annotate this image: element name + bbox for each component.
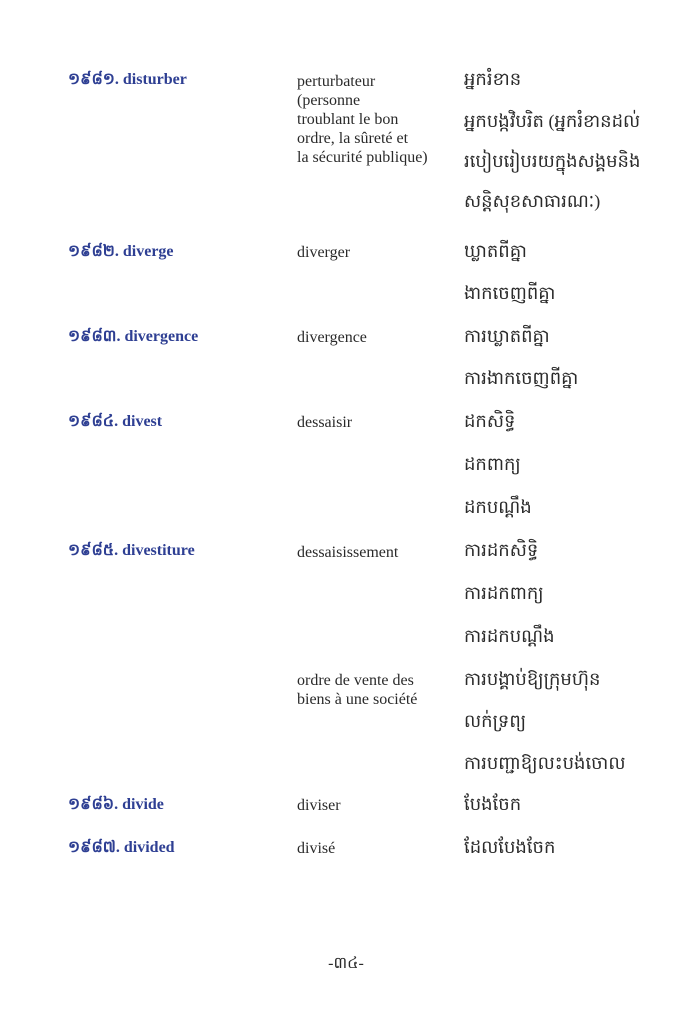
khmer-line: សន្តិសុខសាធារណៈ) [464,191,601,211]
entry-headword [68,70,187,90]
entry-number: ១៩៨២. [68,243,119,260]
french-line: troublant le bon [297,111,399,128]
khmer-line: លក់ទ្រព្យ [464,711,527,731]
french-translation [297,243,457,262]
khmer-line: ការដកបណ្ដឹង [464,626,555,646]
entry-term: divide [122,796,164,813]
entry-number: ១៩៨៣. [68,328,121,345]
khmer-translation [464,792,684,816]
french-translation [297,413,457,432]
french-line: dessaisir [297,414,353,431]
french-line: diviser [297,797,341,814]
entry-headword [68,838,175,858]
khmer-line: ការឃ្លាតពីគ្នា [464,326,550,346]
entry-term: disturber [122,71,187,88]
entry-number: ១៩៨៧. [68,839,120,856]
french-translation [297,796,457,815]
french-line: ordre, la sûreté et [297,130,409,147]
french-line: biens à une société [297,691,418,708]
french-line: ordre de vente des [297,672,414,689]
khmer-translation [464,538,684,648]
entry-number: ១៩៨៦. [68,796,119,813]
khmer-line: អ្នករំខាន [464,69,522,89]
khmer-line: ឃ្លាតពីគ្នា [464,241,527,261]
french-line: (personne [297,92,361,109]
french-translation [297,72,457,167]
french-line: dessaisissement [297,544,399,561]
khmer-translation [464,324,684,390]
entry-term: divergence [124,328,199,345]
khmer-line: ដែលបែងចែក [464,837,556,857]
entry-headword [68,327,198,347]
khmer-translation-alt [464,667,684,775]
page-number: -៣៤- [328,955,364,972]
khmer-line: អ្នកបង្កវិបរិត (អ្នករំខានដល់ [464,111,641,131]
french-line: la sécurité publique) [297,149,428,166]
entry-term: diverge [122,243,174,260]
french-line: perturbateur [297,73,376,90]
entry-number: ១៩៨៥. [68,542,119,559]
entry-term: divest [122,413,163,430]
khmer-line: ងាកចេញពីគ្នា [464,283,556,303]
khmer-translation [464,239,684,305]
khmer-line: ការបញ្ជាឱ្យលះបង់ចោល [464,753,626,773]
entry-term: divided [123,839,175,856]
french-translation [297,543,457,562]
french-translation-alt [297,671,457,709]
khmer-line: បែងចែក [464,794,522,814]
khmer-translation [464,409,684,519]
french-line: divergence [297,329,367,346]
khmer-line: ការបង្គាប់ឱ្យក្រុមហ៊ុន [464,669,601,689]
entry-number: ១៩៨៤. [68,413,119,430]
khmer-line: ដកបណ្ដឹង [464,497,532,517]
french-line: divisé [297,840,336,857]
french-line: diverger [297,244,351,261]
entry-headword [68,795,164,815]
khmer-translation [464,67,684,213]
khmer-translation [464,835,684,859]
entry-headword [68,242,174,262]
french-translation [297,328,457,347]
khmer-line: ដកសិទ្ធិ [464,411,516,431]
entry-headword [68,541,195,561]
entry-number: ១៩៨១. [68,71,119,88]
khmer-line: ដកពាក្យ [464,454,521,474]
khmer-line: ការដកពាក្យ [464,583,544,603]
khmer-line: ការដកសិទ្ធិ [464,540,539,560]
entry-headword [68,412,162,432]
khmer-line: របៀបរៀបរយក្នុងសង្គមនិង [464,151,641,171]
entry-term: divestiture [122,542,195,559]
khmer-line: ការងាកចេញពីគ្នា [464,368,579,388]
french-translation [297,839,457,858]
